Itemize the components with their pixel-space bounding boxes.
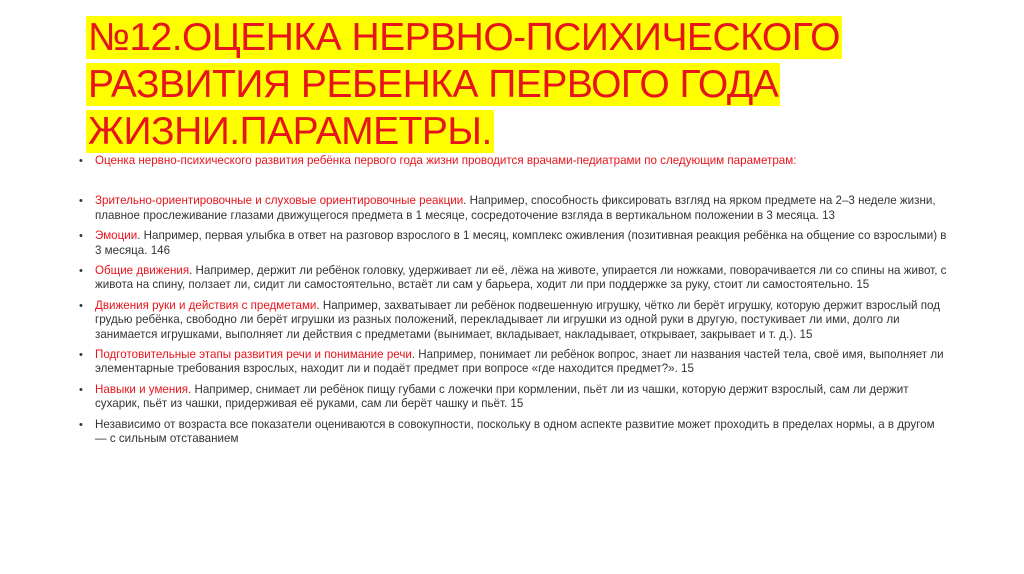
item-term: Навыки и умения — [95, 382, 189, 396]
bullet-icon: • — [79, 155, 83, 167]
conclusion-text: Независимо от возраста все показатели оцениваются в совокупности, поскольку в одном аспекте развитие может проходить в пределах нормы, а в другом — с сильным отставанием — [95, 417, 935, 446]
bullet-icon: • — [79, 299, 83, 312]
parameter-list — [78, 154, 948, 453]
item-term: Зрительно-ориентировочные и слуховые ориентировочные реакции — [95, 194, 464, 208]
item-text: . Например, захватывает ли ребёнок подвешенную игрушку, чётко ли берёт игрушку, которую держит взрослый под грудью ребёнка, свободно ли берёт игрушки из разных положений, перекладывает ли игрушки из одной руки в другую, постукивает ли ими, долго ли занимается игрушками, выполняет ли действия с предметами (вынимает, вкладывает, накладывает, открывает, закрывает и т. д.). 15 — [95, 298, 940, 341]
bullet-icon: • — [79, 418, 83, 431]
list-item-speech — [78, 348, 948, 377]
item-text: . Например, держит ли ребёнок головку, удерживает ли её, лёжа на животе, упирается ли ножками, поворачивается ли со спины на живот, с живота на спину, ползает ли, сидит ли самостоятельно, встаёт ли сам у барьера, ходит ли при поддержке за руку, стоит ли самостоятельно. 15 — [95, 264, 947, 292]
item-term: Движения руки и действия с предметами — [95, 298, 317, 312]
bullet-icon: • — [79, 349, 83, 362]
list-item-hand-movements — [78, 299, 948, 342]
item-text: . Например, первая улыбка в ответ на разговор взрослого в 1 месяц, комплекс оживления (позитивная реакция ребёнка на общение со взрослыми) в 3 месяца. 146 — [95, 229, 947, 257]
bullet-icon: • — [79, 230, 83, 243]
item-text: . Например, снимает ли ребёнок пищу губами с ложечки при кормлении, пьёт ли из чашки, которую держит взрослый, сам ли держит сухарик, пьёт из чашки, придерживая её руками, сам ли берёт чашку и пьёт. 15 — [95, 382, 909, 411]
title-line-1: №12.ОЦЕНКА НЕРВНО-ПСИХИЧЕСКОГО — [88, 16, 840, 59]
list-item-skills — [78, 383, 948, 412]
slide-title — [86, 14, 840, 155]
list-item-visual-auditory — [78, 194, 948, 223]
title-line-3: ЖИЗНИ.ПАРАМЕТРЫ. — [88, 110, 492, 153]
bullet-icon: • — [79, 265, 83, 278]
item-term: Общие движения — [95, 264, 190, 278]
item-text: . Например, понимает ли ребёнок вопрос, знает ли названия частей тела, своё имя, выполняет ли элементарные требования взрослых, находит ли и подаёт предмет при вопросе «где находится предмет?». 15 — [95, 348, 944, 376]
bullet-icon: • — [79, 383, 83, 396]
bullet-icon: • — [79, 195, 83, 208]
intro-item — [78, 154, 948, 168]
list-item-general-movements — [78, 264, 948, 293]
intro-text: Оценка нервно-психического развития ребёнка первого года жизни проводится врачами-педиатрами по следующим параметрам: — [95, 154, 797, 167]
title-line-2: РАЗВИТИЯ РЕБЕНКА ПЕРВОГО ГОДА — [88, 63, 779, 106]
item-term: Эмоции — [95, 229, 138, 243]
list-item-emotions — [78, 229, 948, 258]
item-term: Подготовительные этапы развития речи и понимание речи — [95, 348, 412, 362]
list-item-conclusion — [78, 418, 948, 447]
item-text: . Например, способность фиксировать взгляд на ярком предмете на 2–3 неделе жизни, плавное прослеживание глазами движущегося предмета в 1 месяце, сосредоточение взгляда в вертикальном положении в 3 месяца. 13 — [95, 194, 936, 222]
